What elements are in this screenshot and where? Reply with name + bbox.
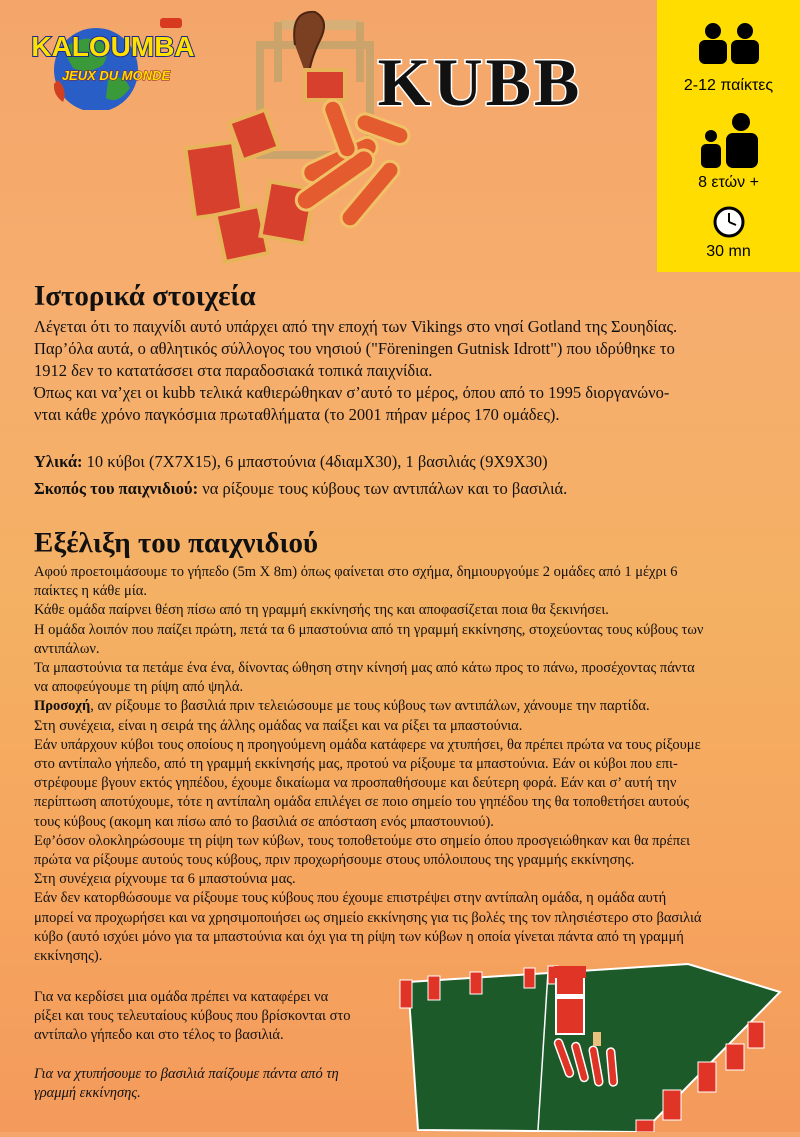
players-count: 2-12 παίκτες: [683, 77, 774, 94]
history-heading: Ιστορικά στοιχεία: [34, 280, 256, 312]
caution-label: Προσοχή: [34, 698, 91, 715]
gameplay-text: Αφού προετοιμάσουμε το γήπεδο (5m X 8m) όπως φαίνεται στο σχήμα, δημιουργούμε 2 ομάδες από 1 μέχρι 6 παίκτες η κάθε μία. Κάθε ομάδα παίρνει θέση πίσω από τη γραμμή εκκίνησής της και αποφασίζεται ποια θα ξεκινήσει. Η ομάδα λοιπόν που παίζει πρώτη, πετά τα 6 μπαστούνια από τη γραμμή εκκίνησης, στοχεύοντας τους κύβους των αντιπάλων. Τα μπαστούνια τα πετάμε ένα ένα, δίνοντας ώθηση στην κίνησή μας από κάτω προς το πάνω, προσέχοντας πάντα να αποφεύγουμε τη ρίψη από ψηλά. Προσοχή, αν ρίξουμε το βασιλιά πριν τελειώσουμε με τους κύβους των αντιπάλων, χάνουμε την παρτίδα. Στη συνέχεια, είναι η σειρά της άλλης ομάδας να παίξει και να ρίξει τα μπαστούνια. Εάν υπάρχουν κύβοι τους οποίους η προηγούμενη ομάδα κατάφερε να χτυπήσει, θα πρέπει πρώτα να τους ρίξουμε στο αντίπαλο γήπεδο, από τη γραμμή εκκίνησής μας, προτού να ρίξουμε τα μπαστούνια. Εάν οι κύβοι που επι- στρέφουμε βγουν εκτός γηπέδου, έχουμε δικαίωμα να προσπαθήσουμε και δεύτερη φορά. Εάν και σ’ αυτή την περίπτωση αποτύχουμε, τότε η αντίπαλη ομάδα επιλέγει σε ποιο σημείο του γηπέδου της θα τοποθετήσει αυτούς τους κύβους (ακομη και πίσω από το βασιλιά σε απόσταση ενός μπαστουνιού). Εφ’όσον ολοκληρώσουμε τη ρίψη των κύβων, τους τοποθετούμε στο σημείο όπου προσγειώθηκαν και θα πρέπει πρώτα να ρίξουμε αυτούς τους κύβους, πριν προχωρήσουμε στους υπόλοιπους της γραμμής εκκίνησης. Στη συνέχεια ρίχνουμε τα 6 μπαστούνια μας. Εάν δεν κατορθώσουμε να ρίξουμε τους κύβους που έχουμε επιστρέψει στην αντίπαλη ομάδα, η ομάδα αυτή μπορεί να προχωρήσει και να χρησιμοποιήσει ως σημείο εκκίνησης για τις βολές της τον πλησιέστερο στο βασιλιά κύβο (αυτό ισχύει μόνο για τα μπαστούνια και όχι για τη ρίψη των κύβων η οποία γίνεται πάντα από τη γραμμή εκκίνησης).: [34, 563, 770, 966]
players-icon: [697, 22, 763, 64]
gameplay-heading: Εξέλιξη του παιχνιδιού: [34, 527, 319, 559]
goal-label: Σκοπός του παιχνιδιού:: [34, 479, 199, 498]
logo-title: KALOUMBA: [31, 31, 195, 62]
logo-tagline: JEUX DU MONDE: [61, 68, 171, 83]
age-range: 8 ετών +: [698, 174, 759, 191]
age-icon: [699, 112, 761, 168]
kubb-title-illustration: [180, 0, 620, 270]
materials-label: Υλικά:: [34, 452, 83, 471]
king-note: Για να χτυπήσουμε το βασιλιά παίζουμε πάντα από τη γραμμή εκκίνησης.: [34, 1066, 339, 1102]
caution-line: Προσοχή, αν ρίξουμε το βασιλιά πριν τελειώσουμε με τους κύβους των αντιπάλων, χάνουμε την παρτίδα.: [34, 698, 650, 715]
history-text: Λέγεται ότι το παιχνίδι αυτό υπάρχει από την εποχή των Vikings στο νησί Gotland της Σουηδίας. Παρ’όλα αυτά, ο αθλητικός σύλλογος του νησιού ("Föreningen Gutnisk Idrott") που ιδρύθηκε το 1912 δεν το κατατάσσει στα παραδοσιακά τοπικά παιχνίδια. Όπως και να’χει οι kubb τελικά καθιερώθηκαν σ’αυτό το μέρος, όπου από το 1995 διοργανώνο- νται κάθε χρόνο παγκόσμια πρωταθλήματα (το 2001 πήραν μέρος 170 ομάδες).: [34, 317, 678, 424]
goal-line: Σκοπός του παιχνιδιού: να ρίξουμε τους κύβους των αντιπάλων και το βασιλιά.: [34, 479, 568, 498]
win-condition: Για να κερδίσει μια ομάδα πρέπει να καταφέρει να ρίξει και τους τελευταίους κύβους που βρίσκονται στο αντίπαλο γήπεδο και στο τέλος το βασιλιά.: [34, 989, 351, 1044]
kubb-field-illustration: [388, 962, 783, 1132]
materials-line: Υλικά: 10 κύβοι (7Χ7Χ15), 6 μπαστούνια (4διαμΧ30), 1 βασιλιάς (9Χ9Χ30): [34, 452, 548, 471]
duration: 30 mn: [706, 243, 751, 260]
clock-icon: [713, 206, 745, 238]
game-info-panel: [657, 0, 800, 272]
game-title: KUBB: [377, 44, 583, 120]
